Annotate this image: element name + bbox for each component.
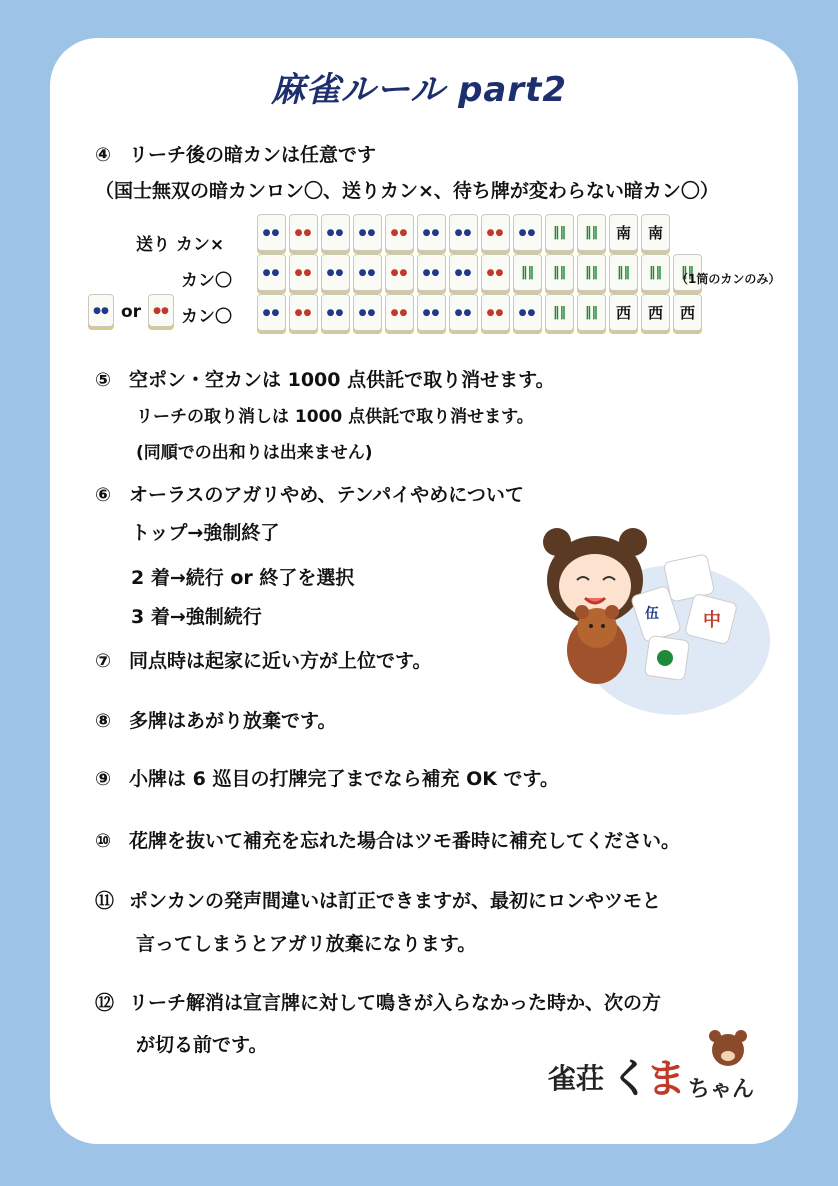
rule-10: ⑩ 花牌を抜いて補充を忘れた場合はツモ番時に補充してください。: [95, 830, 681, 852]
pin-tile-icon: [257, 214, 286, 251]
rule-7: ⑦ 同点時は起家に近い方が上位です。: [95, 650, 432, 672]
rule-11: ⑪ ポンカンの発声間違いは訂正できますが、最初にロンやツモと: [95, 890, 662, 912]
pin-tile-icon: [449, 254, 478, 291]
row3-label: カン〇: [181, 307, 232, 327]
svg-text:伍: 伍: [645, 606, 659, 622]
pin-tile-icon: [417, 294, 446, 331]
pin-tile-icon: [353, 294, 382, 331]
pin-tile-icon: ●●: [148, 294, 174, 327]
or-label: or: [121, 302, 142, 322]
pin-tile-icon: [481, 294, 510, 331]
svg-text:ちゃん: ちゃん: [688, 1077, 755, 1102]
rule-11-line2: 言ってしまうとアガリ放棄になります。: [136, 933, 477, 955]
sou-tile-icon: [641, 254, 670, 291]
shop-logo: [548, 1030, 758, 1110]
sou-tile-icon: [545, 214, 574, 251]
pin-tile-icon: [385, 254, 414, 291]
rule-6: ⑥ オーラスのアガリやめ、テンパイやめについて: [95, 484, 524, 506]
wind-tile: 西: [641, 294, 670, 331]
row2-label: カン〇: [181, 271, 232, 291]
rule-12: ⑫ リーチ解消は宣言牌に対して鳴きが入らなかった時か、次の方: [95, 992, 662, 1014]
pin-tile-icon: [449, 294, 478, 331]
wind-tile: 南: [641, 214, 670, 251]
pin-tile-icon: [513, 214, 542, 251]
rule-5-line2: リーチの取り消しは 1000 点供託で取り消せます。: [136, 407, 534, 427]
sou-tile-icon: [577, 214, 606, 251]
rule-6-top: トップ→強制終了: [131, 522, 280, 544]
wind-tile: 南: [609, 214, 638, 251]
pin-tile-icon: [417, 214, 446, 251]
rule-12-line2: が切る前です。: [136, 1034, 268, 1056]
svg-text:雀荘: 雀荘: [548, 1062, 605, 1095]
rule-4-detail: （国士無双の暗カンロン〇、送りカン×、待ち牌が変わらない暗カン〇）: [95, 180, 719, 202]
pin-tile-icon: [385, 294, 414, 331]
pin-tile-icon: [481, 214, 510, 251]
pin-tile-icon: [513, 294, 542, 331]
page-title: 麻雀ルール part2: [270, 70, 568, 110]
rule-9: ⑨ 小牌は 6 巡目の打牌完了までなら補充 OK です。: [95, 768, 560, 790]
svg-text:ま: ま: [646, 1056, 686, 1102]
svg-text:く: く: [610, 1056, 650, 1102]
sou-tile-icon: [609, 254, 638, 291]
pin-tile-icon: [257, 254, 286, 291]
rule-8: ⑧ 多牌はあがり放棄です。: [95, 710, 337, 732]
pin-tile-icon: [289, 254, 318, 291]
pin-tile-icon: [449, 214, 478, 251]
pin-tile-icon: [289, 294, 318, 331]
pin-tile-icon: [257, 294, 286, 331]
pin-tile-icon: [353, 254, 382, 291]
pin-tile-icon: [321, 214, 350, 251]
sou-tile-icon: [513, 254, 542, 291]
sou-tile-icon: [545, 254, 574, 291]
tile-row-1: [257, 214, 670, 251]
pin-tile-icon: [481, 254, 510, 291]
rule-6-second: 2 着→続行 or 終了を選択: [131, 567, 355, 589]
row2-note: （1筒のカンのみ）: [676, 272, 781, 286]
wind-tile: 西: [609, 294, 638, 331]
pin-tile-icon: [289, 214, 318, 251]
sou-tile-icon: [577, 254, 606, 291]
rule-6-third: 3 着→強制続行: [131, 606, 262, 628]
pin-tile-icon: ●●: [88, 294, 114, 327]
tile-row-2: [257, 254, 702, 291]
sou-tile-icon: [577, 294, 606, 331]
pin-tile-icon: [321, 254, 350, 291]
rule-5: ⑤ 空ポン・空カンは 1000 点供託で取り消せます。: [95, 369, 555, 391]
svg-text:中: 中: [703, 610, 721, 631]
pin-tile-icon: [353, 214, 382, 251]
wind-tile: 西: [673, 294, 702, 331]
pin-tile-icon: [321, 294, 350, 331]
row1-label: 送り カン×: [136, 235, 225, 255]
girl-with-bear-illustration: [525, 520, 770, 720]
rule-4: ④ リーチ後の暗カンは任意です: [95, 144, 377, 166]
rule-5-line3: (同順での出和りは出来ません): [136, 443, 373, 463]
tile-row-3: [257, 294, 702, 331]
pin-tile-icon: [385, 214, 414, 251]
pin-tile-icon: [417, 254, 446, 291]
sou-tile-icon: [545, 294, 574, 331]
